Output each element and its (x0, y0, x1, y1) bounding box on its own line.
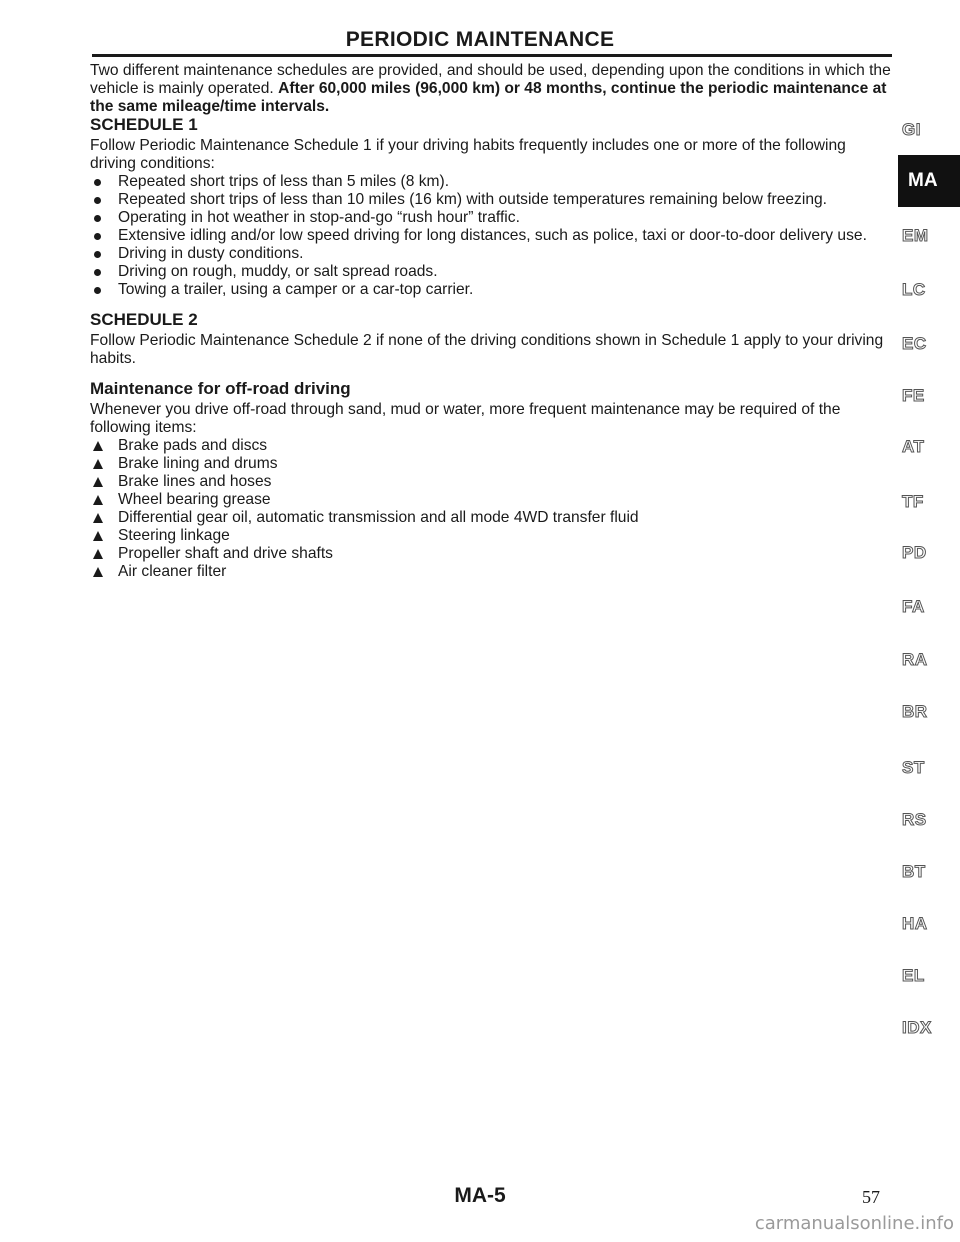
schedule-1-section (90, 116, 895, 299)
schedule-1-list (90, 173, 895, 299)
intro-paragraph (90, 62, 895, 116)
page-title: PERIODIC MAINTENANCE (345, 28, 615, 51)
side-index-item[interactable]: IDX (902, 1018, 932, 1037)
bullet-icon (94, 251, 101, 258)
bullet-icon (94, 233, 101, 240)
intro-text: Two different maintenance schedules are provided, and should be used, depending upon the conditions in which the vehicle is mainly operated. (90, 62, 891, 97)
main-content (90, 62, 895, 581)
schedule-2-section (90, 311, 895, 368)
list-item: Air cleaner filter (90, 563, 895, 581)
list-item: Brake lines and hoses (90, 473, 895, 491)
bullet-icon (94, 215, 101, 222)
bullet-icon (94, 287, 101, 294)
triangle-bullet-icon (93, 567, 103, 577)
offroad-list (90, 437, 895, 581)
side-index-item[interactable]: BR (902, 702, 928, 721)
side-index-item[interactable]: FE (902, 386, 925, 405)
list-item: Brake lining and drums (90, 455, 895, 473)
side-index-item[interactable]: GI (902, 120, 921, 139)
list-item: Differential gear oil, automatic transmission and all mode 4WD transfer fluid (90, 509, 895, 527)
schedule-2-heading: SCHEDULE 2 (90, 310, 198, 329)
offroad-section (90, 380, 895, 581)
triangle-bullet-icon (93, 549, 103, 559)
side-index-item[interactable]: BT (902, 862, 926, 881)
side-index-item[interactable]: ST (902, 758, 925, 777)
header-rule (92, 54, 892, 57)
side-index-item[interactable]: RS (902, 810, 927, 829)
list-item: Driving in dusty conditions. (90, 245, 895, 263)
side-index-item[interactable]: FA (902, 597, 925, 616)
list-item: Brake pads and discs (90, 437, 895, 455)
side-index-item[interactable]: EC (902, 334, 927, 353)
page-number: 57 (862, 1187, 880, 1207)
list-item: Repeated short trips of less than 5 miles (8 km). (90, 173, 895, 191)
triangle-bullet-icon (93, 513, 103, 523)
side-index-item[interactable]: HA (902, 914, 928, 933)
triangle-bullet-icon (93, 495, 103, 505)
list-item: Extensive idling and/or low speed driving for long distances, such as police, taxi or door-to-door delivery use. (90, 227, 895, 245)
bullet-icon (94, 197, 101, 204)
triangle-bullet-icon (93, 441, 103, 451)
list-item: Operating in hot weather in stop-and-go “rush hour” traffic. (90, 209, 895, 227)
offroad-heading: Maintenance for off-road driving (90, 379, 351, 398)
side-index-item[interactable]: LC (902, 280, 926, 299)
schedule-1-heading: SCHEDULE 1 (90, 115, 198, 134)
side-index-item[interactable]: AT (902, 437, 925, 456)
bullet-icon (94, 179, 101, 186)
intro-bold-text: After 60,000 miles (96,000 km) or 48 months, continue the periodic maintenance at the same mileage/time intervals. (90, 80, 887, 115)
triangle-bullet-icon (93, 477, 103, 487)
side-index-item[interactable]: RA (902, 650, 928, 669)
side-index-item[interactable]: EM (902, 226, 929, 245)
list-item: Driving on rough, muddy, or salt spread roads. (90, 263, 895, 281)
triangle-bullet-icon (93, 531, 103, 541)
side-index-item[interactable]: TF (902, 492, 924, 511)
list-item: Wheel bearing grease (90, 491, 895, 509)
list-item: Steering linkage (90, 527, 895, 545)
side-index-item[interactable]: PD (902, 543, 927, 562)
list-item: Towing a trailer, using a camper or a car-top carrier. (90, 281, 895, 299)
list-item: Propeller shaft and drive shafts (90, 545, 895, 563)
schedule-2-text: Follow Periodic Maintenance Schedule 2 if none of the driving conditions shown in Schedule 1 apply to your driving habits. (90, 332, 884, 367)
offroad-text: Whenever you drive off-road through sand, mud or water, more frequent maintenance may be required of the following items: (90, 401, 841, 436)
list-item: Repeated short trips of less than 10 miles (16 km) with outside temperatures remaining below freezing. (90, 191, 895, 209)
page-code: MA-5 (454, 1184, 506, 1207)
triangle-bullet-icon (93, 459, 103, 469)
schedule-1-text: Follow Periodic Maintenance Schedule 1 if your driving habits frequently includes one or more of the following driving conditions: (90, 137, 846, 172)
side-index-item[interactable]: EL (902, 966, 925, 985)
watermark: carmanualsonline.info (754, 1213, 954, 1234)
side-index-active-tab[interactable]: MA (898, 155, 960, 207)
bullet-icon (94, 269, 101, 276)
